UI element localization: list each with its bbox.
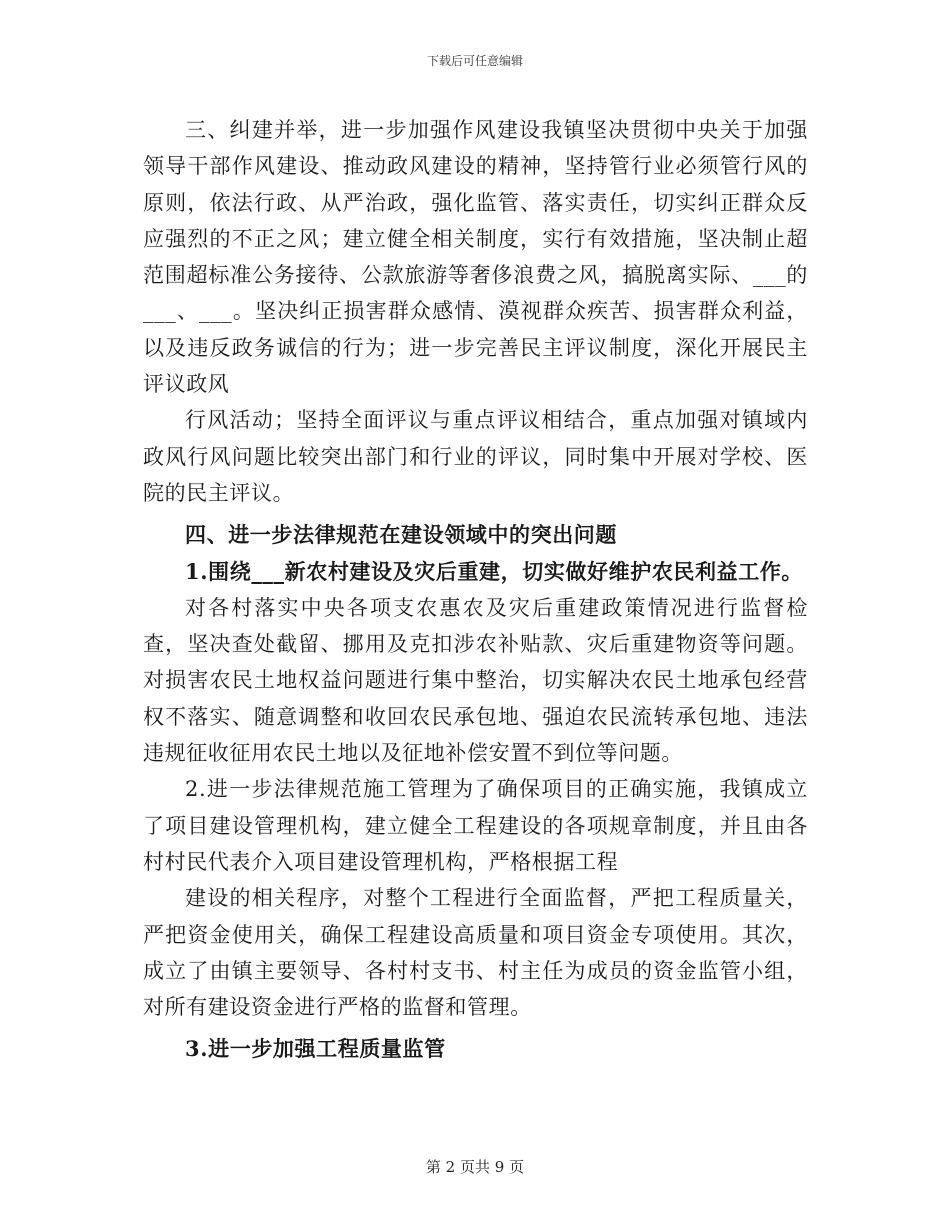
- paragraph-5: 建设的相关程序，对整个工程进行全面监督，严把工程质量关，严把资金使用关，确保工程建设高质量和项目资金专项使用。其次，成立了由镇主要领导、各村村支书、村主任为成员的资金监管小组，对所有建设资金进行严格的监督和管理。: [143, 886, 808, 1020]
- subheading-1: 1.围绕___新农村建设及灾后重建，切实做好维护农民利益工作。: [185, 558, 804, 584]
- document-body: [143, 112, 808, 1068]
- section-heading-4: 四、进一步法律规范在建设领域中的突出问题: [185, 522, 617, 548]
- paragraph-2: 行风活动；坚持全面评议与重点评议相结合，重点加强对镇域内政风行风问题比较突出部门和行业的评议，同时集中开展对学校、医院的民主评议。: [143, 408, 808, 505]
- paragraph-1: 三、纠建并举，进一步加强作风建设我镇坚决贯彻中央关于加强领导干部作风建设、推动政风建设的精神，坚持管行业必须管行风的原则，依法行政、从严治政，强化监管、落实责任，切实纠正群众反应强烈的不正之风；建立健全相关制度，实行有效措施，坚决制止超范围超标准公务接待、公款旅游等奢侈浪费之风，搞脱离实际、___的___、___。坚决纠正损害群众感情、漠视群众疾苦、损害群众利益，以及违反政务诚信的行为；进一步完善民主评议制度，深化开展民主评议政风: [143, 118, 808, 397]
- subheading-3: 3.进一步加强工程质量监管: [185, 1036, 446, 1062]
- page-header: 下载后可任意编辑: [426, 54, 523, 68]
- paragraph-3: 对各村落实中央各项支农惠农及灾后重建政策情况进行监督检查，坚决查处截留、挪用及克扣涉农补贴款、灾后重建物资等问题。对损害农民土地权益问题进行集中整治，切实解决农民土地承包经营权不落实、随意调整和收回农民承包地、强迫农民流转承包地、违法违规征收征用农民土地以及征地补偿安置不到位等问题。: [143, 595, 808, 766]
- page-footer: 第 2 页共 9 页: [425, 1158, 525, 1176]
- paragraph-4: 2.进一步法律规范施工管理为了确保项目的正确实施，我镇成立了项目建设管理机构，建立健全工程建设的各项规章制度，并且由各村村民代表介入项目建设管理机构，严格根据工程: [143, 777, 808, 874]
